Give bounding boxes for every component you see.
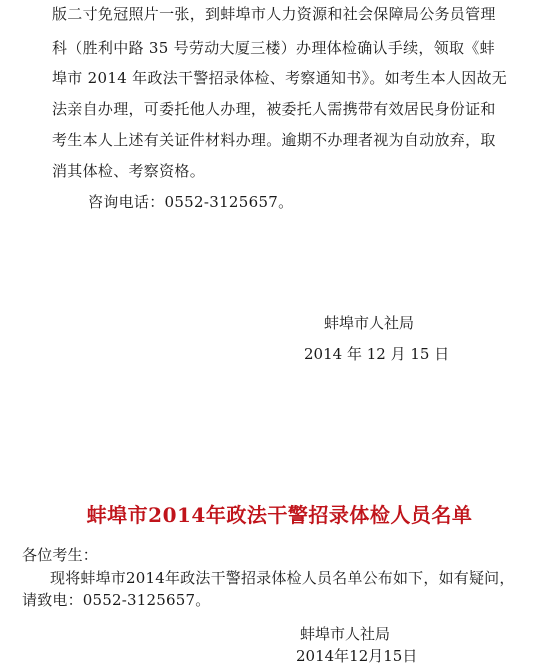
notice-body-line: 请致电：0552-3125657。: [22, 591, 211, 609]
salutation: 各位考生：: [22, 546, 99, 564]
signature-org: 蚌埠市人社局: [324, 314, 415, 332]
notice-body-line: 现将蚌埠市2014年政法干警招录体检人员名单公布如下，如有疑问，: [50, 569, 515, 587]
paragraph-line: 科（胜利中路 35 号劳动大厦三楼）办理体检确认手续，领取《蚌: [52, 39, 495, 57]
notice-signature-date: 2014年12月15日: [296, 647, 418, 665]
phone-line: 咨询电话：0552-3125657。: [88, 193, 294, 211]
paragraph-line: 埠市 2014 年政法干警招录体检、考察通知书》。如考生本人因故无: [52, 69, 508, 87]
paragraph-line: 法亲自办理，可委托他人办理，被委托人需携带有效居民身份证和: [52, 100, 496, 118]
paragraph-line: 版二寸免冠照片一张，到蚌埠市人力资源和社会保障局公务员管理: [52, 5, 496, 23]
signature-date: 2014 年 12 月 15 日: [304, 345, 450, 363]
notice-signature-org: 蚌埠市人社局: [300, 625, 391, 643]
paragraph-line: 考生本人上述有关证件材料办理。逾期不办理者视为自动放弃，取: [52, 131, 496, 149]
notice-title: 蚌埠市2014年政法干警招录体检人员名单: [86, 503, 473, 527]
paragraph-line: 消其体检、考察资格。: [52, 162, 206, 180]
